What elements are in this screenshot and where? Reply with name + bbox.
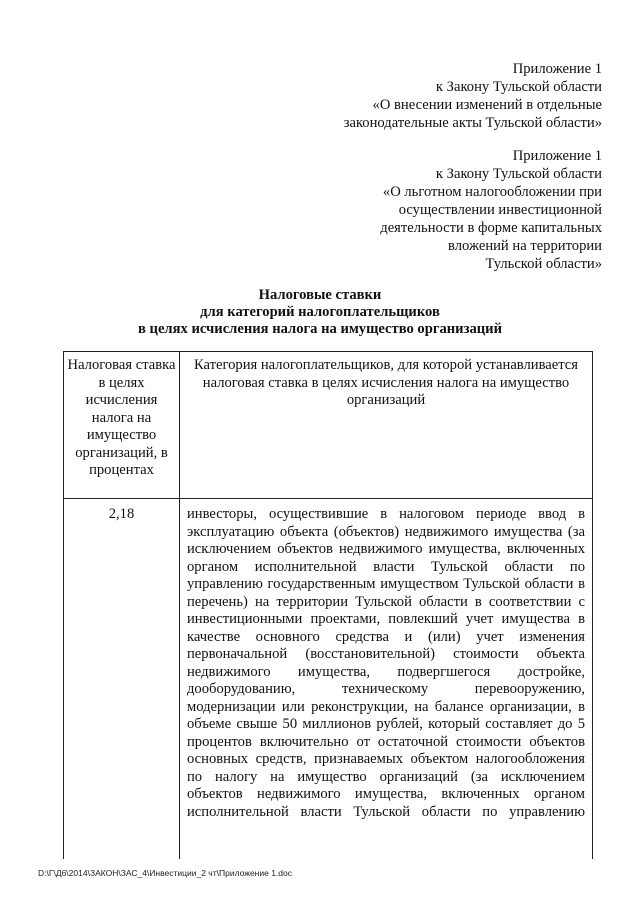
category-description-cell: инвесторы, осуществившие в налоговом периоде ввод в эксплуатацию объекта (объектов) недвижимого имущества (за исключением объектов недвижимого имущества, включенных органом исполнительной власти Тульской области по управлению государственным имуществом Тульской области в перечень) на территории Тульской области в соответствии с инвестиционными проектами, повлекший учет имущества в качестве основного средства и (или) учет изменения первоначальной (восстановительной) стоимости объекта недвижимого имущества, подвергшегося достройке, дооборудованию, техническому перевооружению, модернизации или реконструкции, на балансе организации, в объеме свыше 50 миллионов рублей, который составляет до 5 процентов включительно от остаточной стоимости объектов основных средств, признаваемых объектом налогообложения по налогу на имущество организаций (за исключением объектов недвижимого имущества, включенных органом исполнительной власти Тульской области по управлению [180, 499, 593, 860]
appendix-1-line: «О внесении изменений в отдельные [372, 97, 602, 113]
title-line: в целях исчисления налога на имущество организаций [138, 321, 502, 337]
appendix-2-line: Приложение 1 [512, 148, 602, 164]
header-rate-cell: Налоговая ставка в целях исчисления налога на имущество организаций, в процентах [64, 352, 180, 499]
table-header-row [64, 352, 593, 499]
tax-rates-table [63, 351, 593, 859]
appendix-2-line: осуществлении инвестиционной [398, 202, 602, 218]
appendix-2-line: деятельности в форме капитальных [380, 220, 602, 236]
appendix-2-line: «О льготном налогообложении при [382, 184, 602, 200]
appendix-note-2 [380, 147, 602, 273]
appendix-2-line: вложений на территории [448, 238, 602, 254]
title-line: для категорий налогоплательщиков [200, 304, 440, 320]
appendix-1-line: к Закону Тульской области [435, 79, 602, 95]
appendix-2-line: к Закону Тульской области [435, 166, 602, 182]
header-category-cell: Категория налогоплательщиков, для которой устанавливается налоговая ставка в целях исчисления налога на имущество организаций [180, 352, 593, 499]
document-title [0, 287, 640, 338]
file-path-footer: D:\Г\Д6\2014\ЗАКОН\ЗАС_4\Инвестиции_2 чт\Приложение 1.doc [38, 868, 292, 878]
appendix-1-line: законодательные акты Тульской области» [343, 115, 602, 131]
title-line: Налоговые ставки [258, 287, 382, 303]
table-row [64, 499, 593, 860]
rate-value-cell: 2,18 [64, 499, 180, 860]
appendix-1-line: Приложение 1 [512, 61, 602, 77]
appendix-note-1 [344, 60, 602, 132]
appendix-2-line: Тульской области» [485, 256, 602, 272]
